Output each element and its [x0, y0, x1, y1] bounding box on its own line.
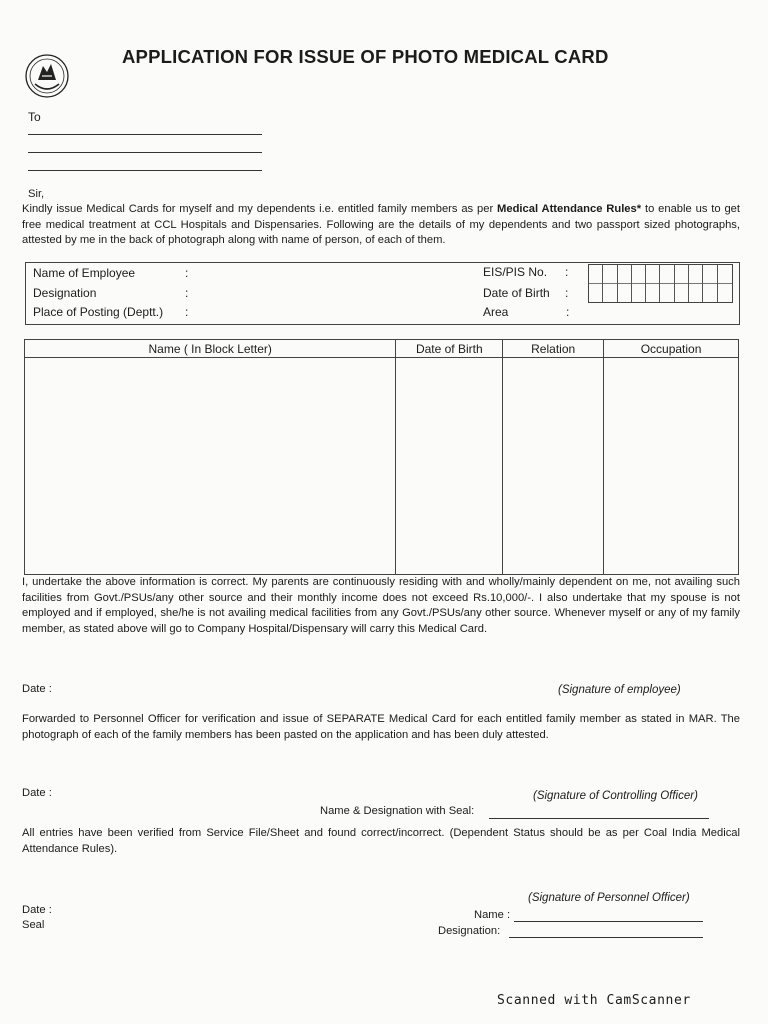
eis-cell[interactable] [589, 265, 603, 302]
address-line-1[interactable] [28, 134, 262, 135]
colon: : [566, 305, 570, 319]
date-of-birth-label: Date of Birth [483, 286, 550, 300]
eis-cell[interactable] [646, 265, 660, 302]
undertaking-paragraph: I, undertake the above information is correct. My parents are continuously residing with and wholly/mainly dependent on me, not availing such facilities from Govt./PSUs/any other source and their monthly income does not exceed Rs.10,000/-. I also undertake that my spouse is not employed and if employed, she/he is not availing medical facilities from any Govt./PSUs/any other source. Whenever myself or any of my family member, as stated above will go to Company Hospital/Dispensary will carry this Medical Card. [22, 576, 740, 635]
intro-text-2: to enable us to get free medical treatment at CCL Hospitals and Dispensaries. Following are the details of my dependents and two passport sized photographs, attested by me in the back of photograph along with name of person, of each of them. [22, 203, 740, 247]
eis-pis-label: EIS/PIS No. [483, 265, 548, 279]
column-header-name: Name ( In Block Letter) [25, 340, 396, 358]
personnel-name-line[interactable] [514, 921, 703, 922]
eis-cell[interactable] [603, 265, 617, 302]
colon: : [185, 266, 189, 280]
table-row [25, 358, 739, 575]
name-of-employee-label: Name of Employee [33, 266, 136, 280]
employee-signature-label: (Signature of employee) [558, 684, 681, 696]
colon: : [565, 265, 569, 279]
address-line-3[interactable] [28, 170, 262, 171]
intro-paragraph [22, 202, 740, 249]
intro-text-1: Kindly issue Medical Cards for myself and my dependents i.e. entitled family members as per [22, 203, 498, 215]
relation-cell[interactable] [503, 358, 604, 575]
occupation-cell[interactable] [604, 358, 739, 575]
personnel-name-label: Name : [474, 909, 511, 921]
column-header-occupation: Occupation [604, 340, 739, 358]
eis-cell[interactable] [632, 265, 646, 302]
personnel-designation-label: Designation: [438, 925, 501, 937]
eis-cell[interactable] [675, 265, 689, 302]
personnel-date-label: Date : [22, 904, 52, 916]
column-header-relation: Relation [503, 340, 604, 358]
forwarding-paragraph: Forwarded to Personnel Officer for verification and issue of SEPARATE Medical Card for each entitled family member as stated in MAR. The photograph of each of the family members has been pasted on the application and has been duly attested. [22, 713, 740, 741]
controlling-officer-signature-label: (Signature of Controlling Officer) [533, 790, 698, 802]
dob-cell[interactable] [396, 358, 503, 575]
eis-cell[interactable] [660, 265, 674, 302]
camscanner-watermark: Scanned with CamScanner [497, 993, 691, 1008]
personnel-officer-signature-label: (Signature of Personnel Officer) [528, 892, 690, 904]
eis-cell[interactable] [718, 265, 732, 302]
employee-date-label: Date : [22, 683, 52, 695]
verification-paragraph: All entries have been verified from Service File/Sheet and found correct/incorrect. (Dependent Status should be as per Coal India Medical Attendance Rules). [22, 827, 740, 855]
colon: : [185, 305, 189, 319]
page-title: APPLICATION FOR ISSUE OF PHOTO MEDICAL CARD [122, 46, 609, 67]
designation-label: Designation [33, 286, 97, 300]
dependents-table [24, 339, 739, 575]
column-header-dob: Date of Birth [396, 340, 503, 358]
address-line-2[interactable] [28, 152, 262, 153]
eis-cell[interactable] [689, 265, 703, 302]
seal-label: Seal [22, 919, 45, 931]
colon: : [565, 286, 569, 300]
salutation: Sir, [28, 188, 45, 200]
eis-cell[interactable] [618, 265, 632, 302]
eis-number-grid[interactable] [588, 264, 733, 303]
controller-date-label: Date : [22, 787, 52, 799]
name-designation-seal-line[interactable] [489, 818, 709, 819]
name-designation-seal-label: Name & Designation with Seal: [320, 805, 475, 817]
personnel-designation-line[interactable] [509, 937, 703, 938]
coal-india-logo-icon [24, 50, 70, 102]
name-cell[interactable] [25, 358, 396, 575]
intro-rules-bold: Medical Attendance Rules* [497, 203, 642, 215]
table-header-row [25, 340, 739, 358]
eis-cell[interactable] [703, 265, 717, 302]
colon: : [185, 286, 189, 300]
to-label: To [28, 110, 41, 124]
place-of-posting-label: Place of Posting (Deptt.) [33, 305, 164, 319]
area-label: Area [483, 305, 509, 319]
